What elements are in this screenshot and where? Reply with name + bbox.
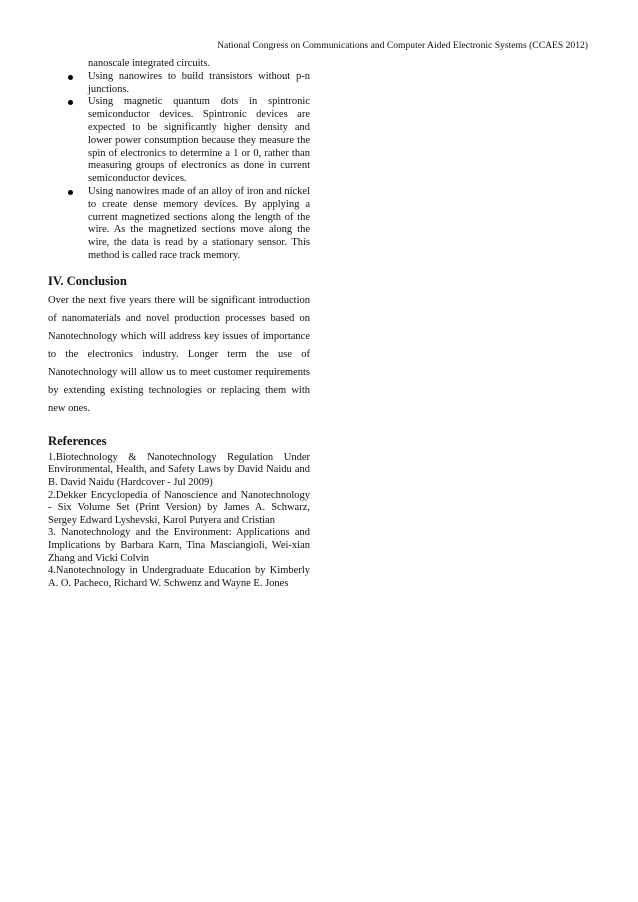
references-heading: References (48, 433, 107, 448)
reference-item: 2.Dekker Encyclopedia of Nanoscience and Nanotechnology - Six Volume Set (Print Version) by James A. Schwarz, Sergey Edward Lyshevski, Karol Putyera and Cristian (48, 489, 310, 526)
references-list (48, 452, 310, 591)
bullet-dot-icon (68, 100, 73, 105)
reference-item: 3. Nanotechnology and the Environment: Applications and Implications by Barbara Karn, Tina Masciangioli, Wei-xian Zhang and Vicki Colvin (48, 527, 310, 564)
bullet-list (48, 58, 310, 263)
running-header: National Congress on Communications and Computer Aided Electronic Systems (CCAES 2012) (217, 40, 588, 51)
bullet-text: Using nanowires made of an alloy of iron and nickel to create dense memory devices. By applying a current magnetized sections along the length of the wire. As the magnetized sections move along the wire, the data is read by a stationary sensor. This method is called race track memory. (88, 185, 310, 261)
bullet-continuation: nanoscale integrated circuits. (88, 58, 211, 69)
bullet-item (48, 186, 310, 263)
reference-item: 4.Nanotechnology in Undergraduate Education by Kimberly A. O. Pacheco, Richard W. Schwenz and Wayne E. Jones (48, 565, 310, 589)
left-column (48, 58, 310, 590)
conclusion-paragraph: Over the next five years there will be significant introduction of nanomaterials and novel production processes based on Nanotechnology which will address key issues of importance to the electronics industry. Longer term the use of Nanotechnology will allow us to meet customer requirements by extending existing technologies or replacing them with new ones. (48, 294, 310, 414)
bullet-dot-icon (68, 190, 73, 195)
bullet-item (48, 96, 310, 186)
bullet-text: Using magnetic quantum dots in spintronic semiconductor devices. Spintronic devices are expected to be significantly higher density and lower power consumption because they measure the spin of electronics to determine a 1 or 0, rather than measuring groups of electronics as done in current semiconductor devices. (88, 96, 310, 185)
bullet-dot-icon (68, 75, 73, 80)
bullet-item (48, 71, 310, 97)
conclusion-heading: IV. Conclusion (48, 273, 127, 288)
bullet-text: Using nanowires to build transistors without p-n junctions. (88, 70, 310, 95)
reference-item: 1.Biotechnology & Nanotechnology Regulation Under Environmental, Health, and Safety Laws by David Naidu and B. David Naidu (Hardcover - Jul 2009) (48, 451, 310, 488)
